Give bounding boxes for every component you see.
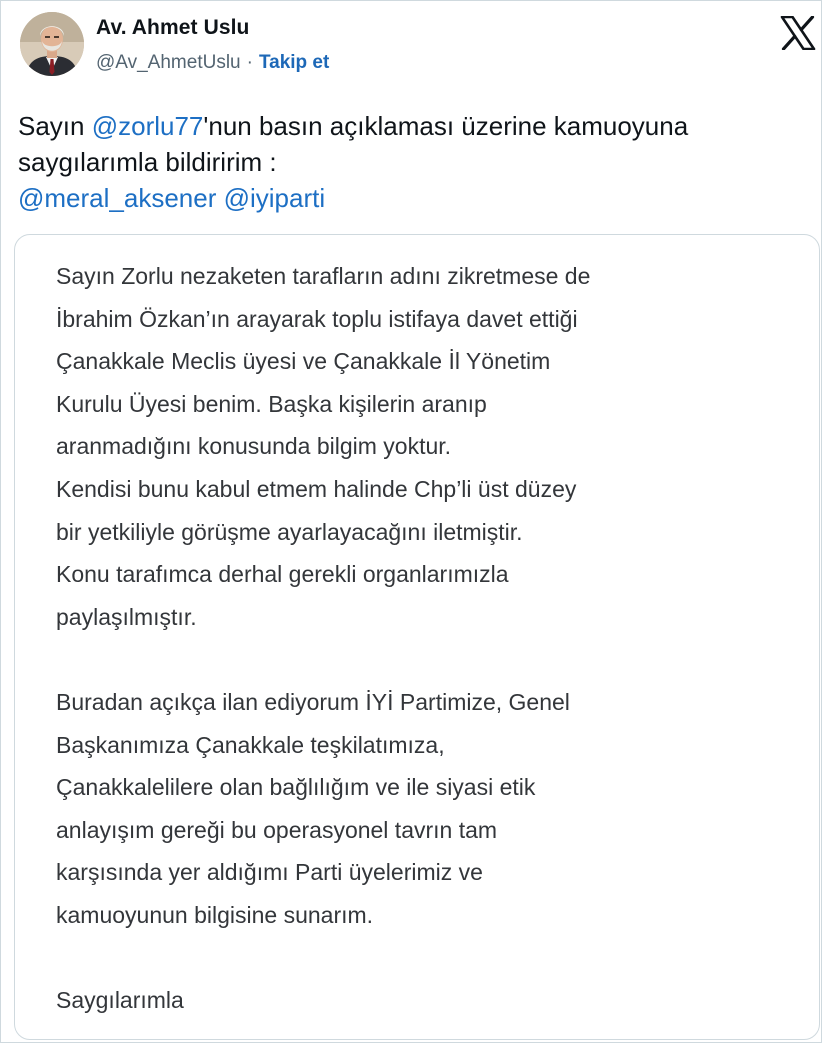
author-handle[interactable]: @Av_AhmetUslu bbox=[96, 52, 241, 73]
statement-line: Kendisi bunu kabul etmem halinde Chp’li üst düzey bbox=[56, 475, 577, 502]
statement-line: Kurulu Üyesi benim. Başka kişilerin aranıp bbox=[56, 390, 487, 417]
statement-line: Konu tarafımca derhal gerekli organlarımızla bbox=[56, 561, 509, 588]
paragraph-gap bbox=[56, 937, 796, 980]
mention-iyiparti[interactable]: @iyiparti bbox=[223, 183, 326, 213]
paragraph-gap bbox=[56, 638, 796, 681]
statement-paragraph-1 bbox=[56, 255, 796, 638]
mention-meral-aksener[interactable]: @meral_aksener bbox=[18, 183, 217, 213]
statement-line: aranmadığını konusunda bilgim yoktur. bbox=[56, 433, 452, 460]
statement-text bbox=[56, 255, 796, 1022]
statement-line: Çanakkalelilere olan bağlılığım ve ile siyasi etik bbox=[56, 774, 536, 801]
statement-line: kamuoyunun bilgisine sunarım. bbox=[56, 901, 374, 928]
statement-line: bir yetkiliyle görüşme ayarlayacağını iletmiştir. bbox=[56, 518, 523, 545]
meta-separator: · bbox=[246, 52, 253, 73]
statement-line: Başkanımıza Çanakkale teşkilatımıza, bbox=[56, 731, 445, 758]
author-name[interactable]: Av. Ahmet Uslu bbox=[96, 16, 250, 39]
avatar[interactable] bbox=[20, 12, 84, 76]
x-logo-icon[interactable] bbox=[780, 16, 816, 50]
statement-closing bbox=[56, 979, 796, 1022]
statement-line: Buradan açıkça ilan ediyorum İYİ Partimize, Genel bbox=[56, 688, 570, 715]
author-meta bbox=[96, 52, 329, 74]
mention-zorlu77[interactable]: @zorlu77 bbox=[91, 111, 204, 141]
tweet-text bbox=[18, 108, 808, 216]
follow-button[interactable]: Takip et bbox=[258, 52, 330, 73]
statement-line: Sayın Zorlu nezaketen tarafların adını zikretmese de bbox=[56, 263, 591, 289]
statement-line: anlayışım gereği bu operasyonel tavrın tam bbox=[56, 816, 498, 843]
statement-line: paylaşılmıştır. bbox=[56, 603, 197, 630]
tweet-prefix: Sayın bbox=[18, 111, 92, 141]
statement-paragraph-2 bbox=[56, 681, 796, 937]
statement-line: karşısında yer aldığımı Parti üyelerimiz ve bbox=[56, 859, 483, 886]
tweet-body: 'nun basın açıklaması üzerine kamuoyuna saygılarımla bildiririm : bbox=[18, 111, 689, 177]
profile-photo bbox=[20, 12, 84, 76]
statement-line: İbrahim Özkan’ın arayarak toplu istifaya davet ettiği bbox=[56, 305, 578, 332]
statement-line: Saygılarımla bbox=[56, 987, 184, 1014]
statement-line: Çanakkale Meclis üyesi ve Çanakkale İl Yönetim bbox=[56, 348, 551, 375]
